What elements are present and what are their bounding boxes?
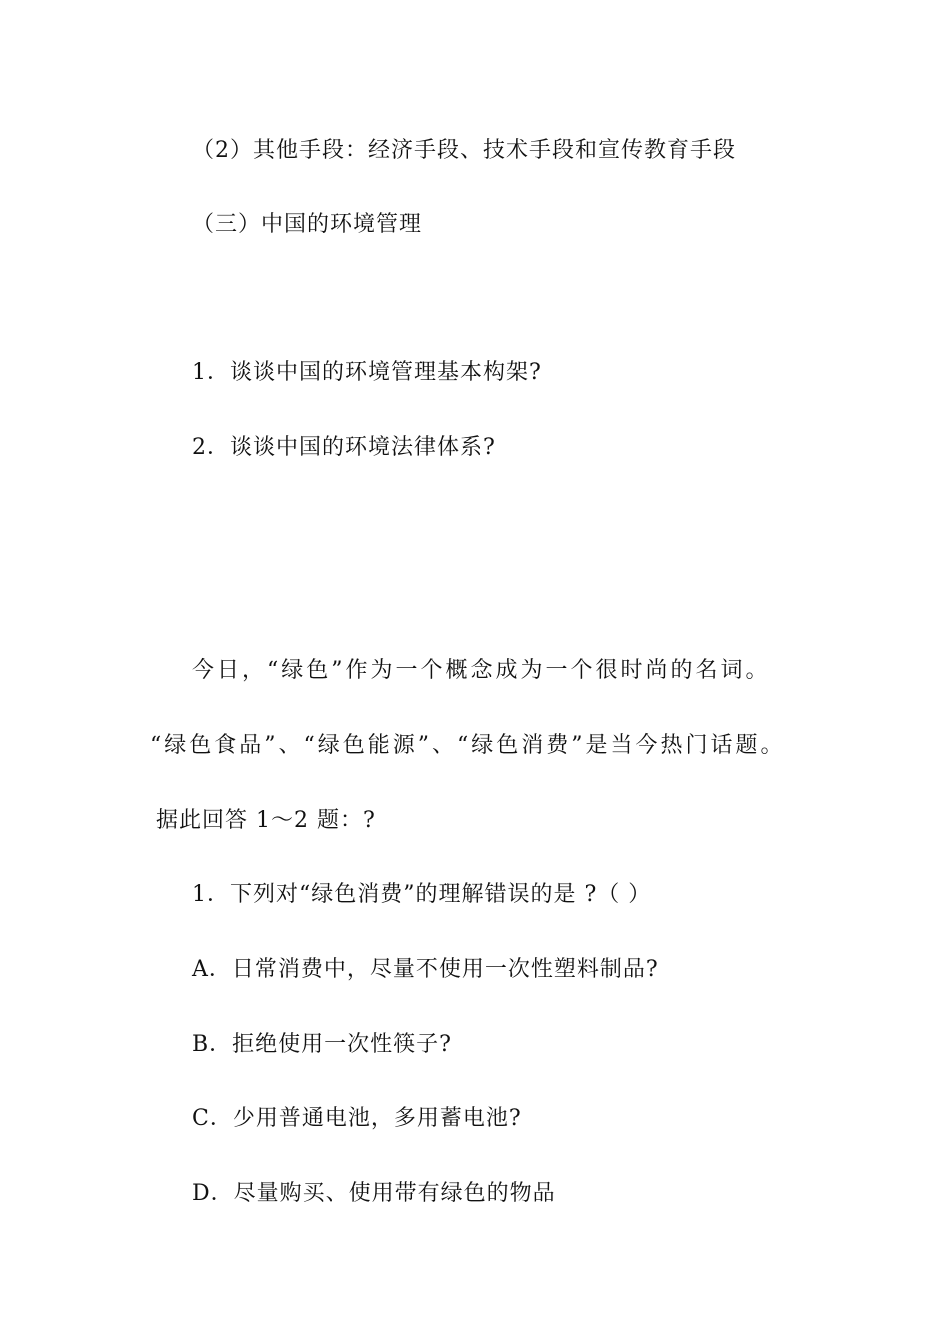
section-item-2: （2）其他手段：经济手段、技术手段和宣传教育手段 <box>192 138 736 163</box>
section-heading-3: （三）中国的环境管理 <box>192 212 423 237</box>
option-d: D．尽量购买、使用带有绿色的物品 <box>192 1181 556 1206</box>
option-a: A．日常消费中，尽量不使用一次性塑料制品? <box>192 957 659 982</box>
passage-line-1: 今日，“绿色”作为一个概念成为一个很时尚的名词。 <box>192 658 771 683</box>
passage-line-3: 据此回答 1～2 题：? <box>156 808 376 833</box>
discussion-question-2: 2．谈谈中国的环境法律体系? <box>192 435 496 460</box>
discussion-question-1: 1．谈谈中国的环境管理基本构架? <box>192 360 542 385</box>
option-b: B．拒绝使用一次性筷子? <box>192 1032 452 1057</box>
question-stem: 1．下列对“绿色消费”的理解错误的是 ?（ ） <box>192 882 652 907</box>
option-c: C．少用普通电池，多用蓄电池? <box>192 1106 522 1131</box>
passage-line-2: “绿色食品”、“绿色能源”、“绿色消费”是当今热门话题。 <box>150 733 786 758</box>
